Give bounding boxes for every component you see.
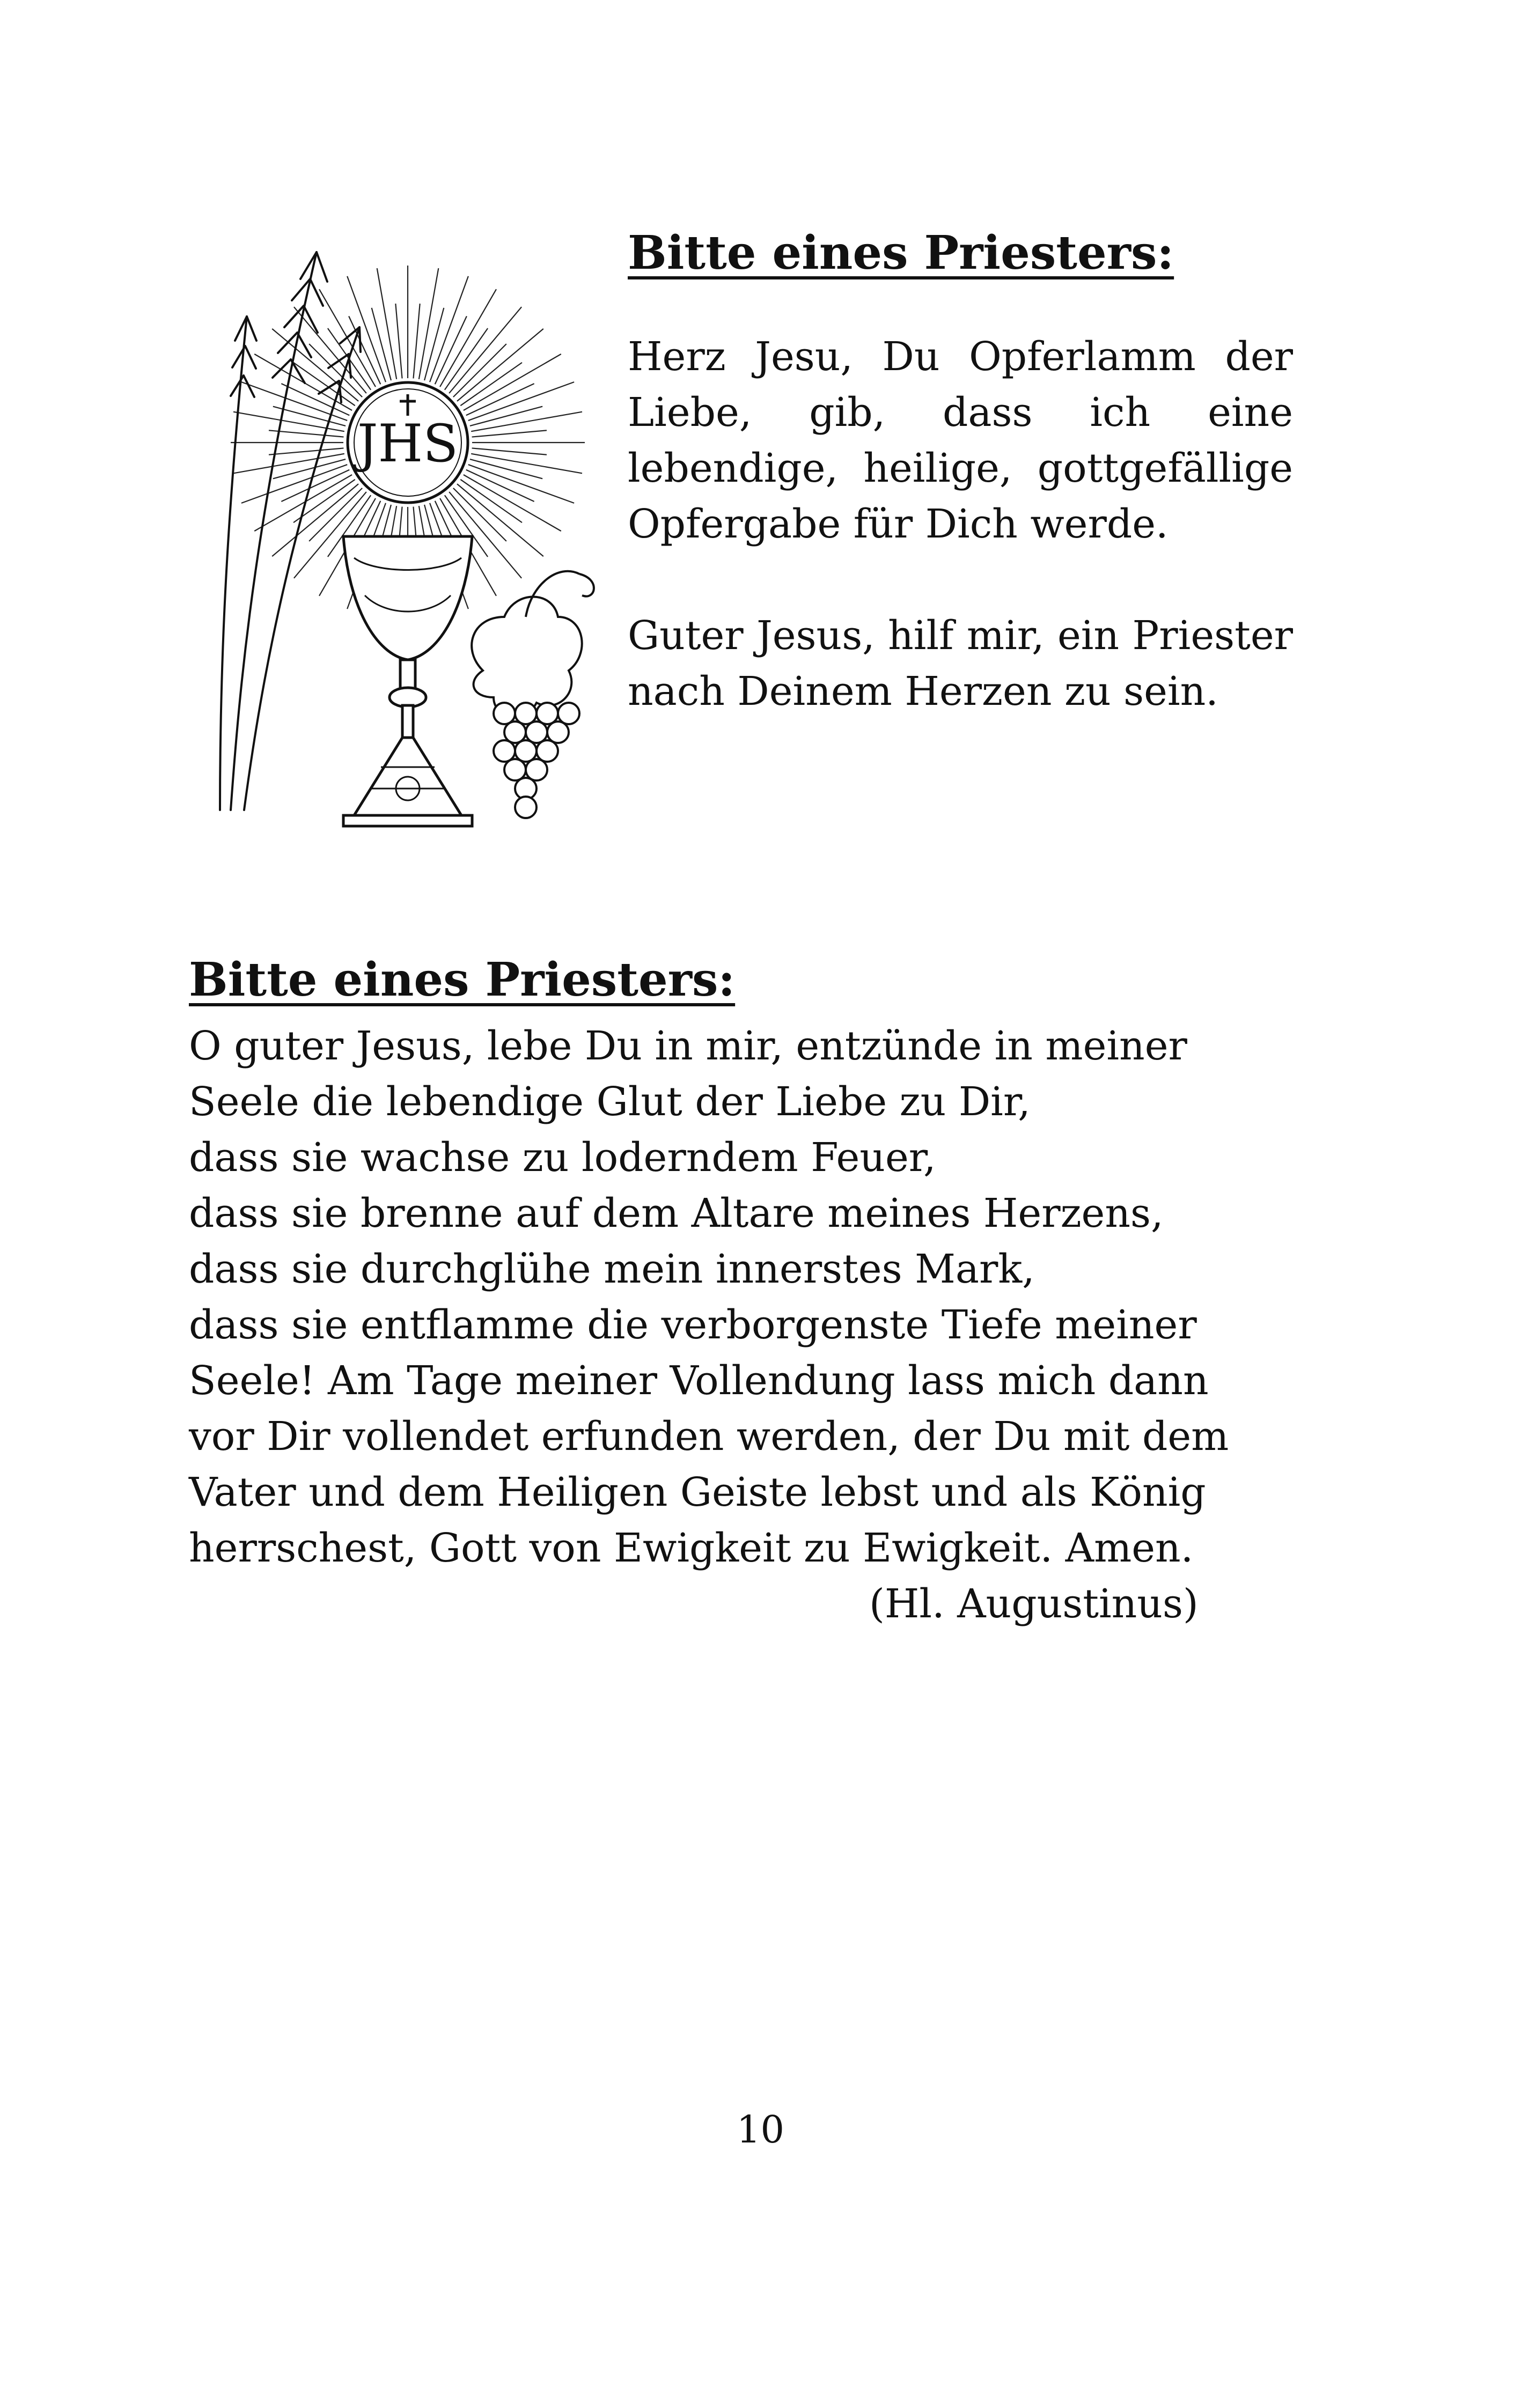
page-number: 10: [736, 2108, 785, 2152]
monogram: JHS: [357, 414, 458, 474]
prayer-bottom-title: Bitte eines Priesters:: [189, 953, 736, 1007]
prayer-line: herrschest, Gott von Ewigkeit zu Ewigkeit. Amen.: [189, 1525, 1194, 1572]
chalice-host-wheat-grapes-icon: [182, 231, 612, 837]
prayer-line: O guter Jesus, lebe Du in mir, entzünde in meiner: [189, 1023, 1187, 1070]
prayer-line: Seele! Am Tage meiner Vollendung lass mich dann: [189, 1358, 1209, 1404]
prayer-line: Seele die lebendige Glut der Liebe zu Dir,: [189, 1079, 1031, 1125]
prayer-line: dass sie wachse zu loderndem Feuer,: [189, 1135, 936, 1181]
prayer-line: Vater und dem Heiligen Geiste lebst und als König: [189, 1469, 1206, 1516]
prayer-line: dass sie durchglühe mein innerstes Mark,: [189, 1246, 1035, 1293]
attribution: (Hl. Augustinus): [869, 1581, 1199, 1628]
prayer-top-paragraph-1: Herz Jesu, Du Opferlamm der Liebe, gib, dass ich eine lebendige, heilige, gottgefällige Opfergabe für Dich werde.: [628, 334, 1293, 548]
prayer-line: dass sie entflamme die verborgenste Tiefe meiner: [189, 1302, 1197, 1349]
prayer-top-paragraph-2: Guter Jesus, hilf mir, ein Priester nach Deinem Herzen zu sein.: [628, 613, 1293, 715]
prayer-bottom: [189, 952, 1316, 1632]
prayer-line: dass sie brenne auf dem Altare meines Herzens,: [189, 1190, 1164, 1237]
prayer-line: vor Dir vollendet erfunden werden, der Du mit dem: [189, 1413, 1229, 1460]
prayer-top: [628, 225, 1293, 719]
prayer-top-title: Bitte eines Priesters:: [628, 226, 1174, 280]
